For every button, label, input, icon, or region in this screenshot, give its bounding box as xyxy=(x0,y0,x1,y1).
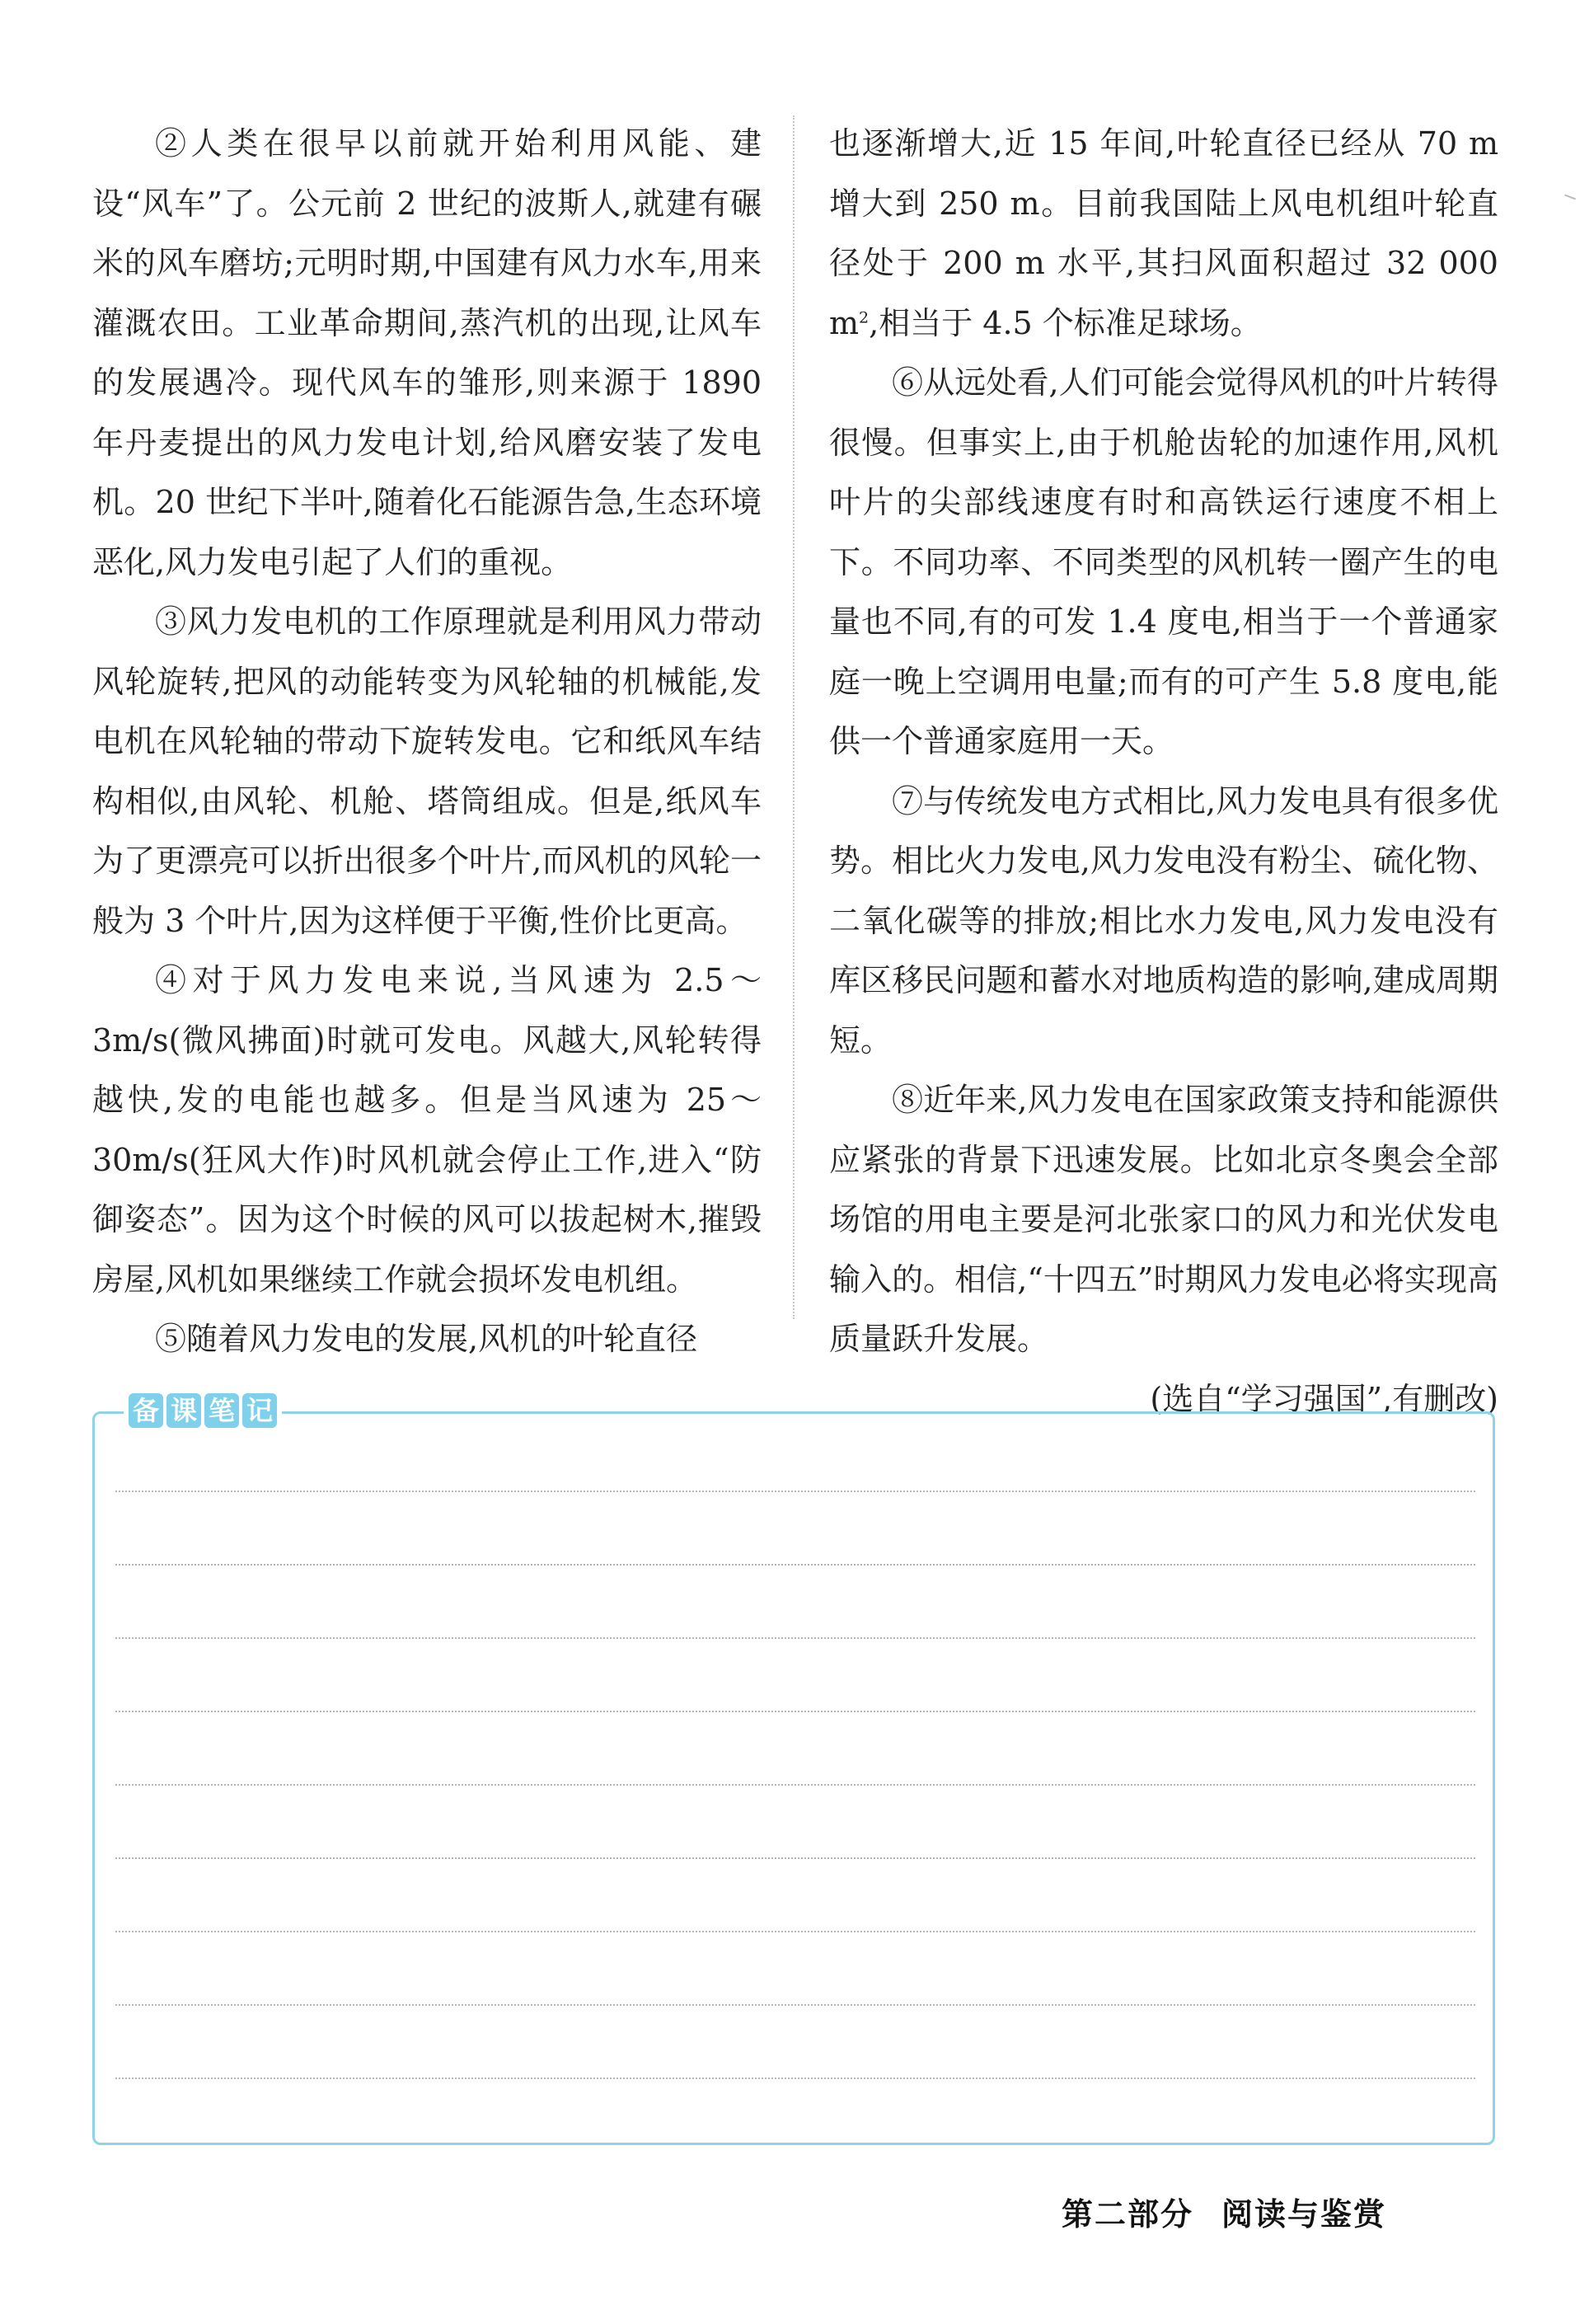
margin-mark xyxy=(1564,195,1576,200)
paragraph-5-text-a: 也逐渐增大,近 15 年间,叶轮直径已经从 70 m 增大到 250 m。目前我国陆上风电机组叶轮直径处于 200 m 水平,其扫风面积超过 32 000 m xyxy=(829,125,1498,341)
note-line[interactable] xyxy=(115,1491,1475,1492)
left-text-column xyxy=(92,114,762,1369)
footer-title: 阅读与鉴赏 xyxy=(1221,2196,1386,2232)
paragraph-5-continued xyxy=(829,114,1498,353)
footer-part: 第二部分 xyxy=(1061,2196,1193,2232)
note-line[interactable] xyxy=(115,1637,1475,1639)
notes-tab-char-1: 备 xyxy=(129,1393,163,1428)
notes-tab-char-2: 课 xyxy=(166,1393,201,1428)
page-footer xyxy=(1062,2189,1386,2234)
paragraph-8: ⑧近年来,风力发电在国家政策支持和能源供应紧张的背景下迅速发展。比如北京冬奥会全部场馆的用电主要是河北张家口的风力和光伏发电输入的。相信,“十四五”时期风力发电必将实现高质量跃升发展。 xyxy=(829,1082,1498,1357)
notes-tab-char-3: 笔 xyxy=(204,1393,239,1428)
right-text-column xyxy=(829,114,1498,1429)
lesson-notes-box xyxy=(92,1411,1495,2145)
paragraph-6: ⑥从远处看,人们可能会觉得风机的叶片转得很慢。但事实上,由于机舱齿轮的加速作用,风机叶片的尖部线速度有时和高铁运行速度不相上下。不同功率、不同类型的风机转一圈产生的电量也不同,有的可发 1.4 度电,相当于一个普通家庭一晚上空调用电量;而有的可产生 5.8 度电,能供一个普通家庭用一天。 xyxy=(829,364,1498,759)
note-line[interactable] xyxy=(115,1564,1475,1566)
paragraph-2: ②人类在很早以前就开始利用风能、建设“风车”了。公元前 2 世纪的波斯人,就建有碾米的风车磨坊;元明时期,中国建有风力水车,用来灌溉农田。工业革命期间,蒸汽机的出现,让风车的发展遇冷。现代风车的雏形,则来源于 1890 年丹麦提出的风力发电计划,给风磨安装了发电机。20 世纪下半叶,随着化石能源告急,生态环境恶化,风力发电引起了人们的重视。 xyxy=(92,125,762,580)
note-line[interactable] xyxy=(115,1711,1475,1712)
note-line[interactable] xyxy=(115,1784,1475,1786)
lesson-notes-tab xyxy=(124,1393,282,1428)
column-divider xyxy=(793,115,795,1319)
paragraph-5-start: ⑤随着风力发电的发展,风机的叶轮直径 xyxy=(155,1321,698,1357)
paragraph-5-text-b: ,相当于 4.5 个标准足球场。 xyxy=(869,304,1262,341)
paragraph-4: ④对于风力发电来说,当风速为 2.5～3m/s(微风拂面)时就可发电。风越大,风轮转得越快,发的电能也越多。但是当风速为 25～30m/s(狂风大作)时风机就会停止工作,进入“防御姿态”。因为这个时候的风可以拔起树木,摧毁房屋,风机如果继续工作就会损坏发电机组。 xyxy=(92,962,762,1298)
notes-tab-char-4: 记 xyxy=(242,1393,277,1428)
note-line[interactable] xyxy=(115,2004,1475,2006)
source-citation: (选自“学习强国”,有删改) xyxy=(1150,1380,1498,1417)
paragraph-3: ③风力发电机的工作原理就是利用风力带动风轮旋转,把风的动能转变为风轮轴的机械能,发电机在风轮轴的带动下旋转发电。它和纸风车结构相似,由风轮、机舱、塔筒组成。但是,纸风车为了更漂亮可以折出很多个叶片,而风机的风轮一般为 3 个叶片,因为这样便于平衡,性价比更高。 xyxy=(92,603,762,939)
superscript-2: 2 xyxy=(859,308,870,326)
note-line[interactable] xyxy=(115,1931,1475,1932)
note-line[interactable] xyxy=(115,1857,1475,1859)
paragraph-7: ⑦与传统发电方式相比,风力发电具有很多优势。相比火力发电,风力发电没有粉尘、硫化物、二氧化碳等的排放;相比水力发电,风力发电没有库区移民问题和蓄水对地质构造的影响,建成周期短。 xyxy=(829,782,1498,1059)
note-line[interactable] xyxy=(115,2078,1475,2079)
